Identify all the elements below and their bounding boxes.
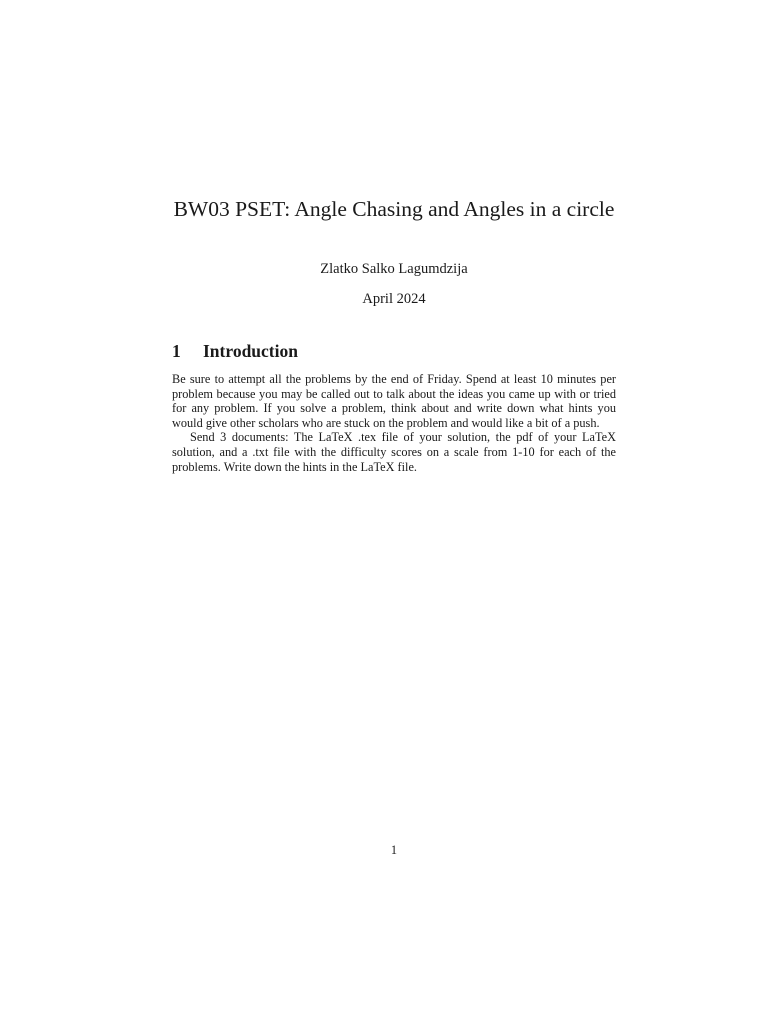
- page-number: 1: [390, 843, 398, 857]
- section-number: 1: [172, 341, 181, 361]
- document-author: Zlatko Salko Lagumdzija: [320, 261, 468, 277]
- document-title: BW03 PSET: Angle Chasing and Angles in a circle: [173, 197, 615, 221]
- section-title: Introduction: [203, 341, 298, 361]
- document-date: April 2024: [362, 291, 426, 307]
- paragraph-submission: Send 3 documents: The LaTeX .tex file of your solution, the pdf of your LaTeX solution, and a .txt file with the difficulty scores on a scale from 1-10 for each of the problems. Write down the hints in the LaTeX file.: [172, 430, 616, 474]
- section-body: [172, 372, 616, 474]
- paragraph-instructions: Be sure to attempt all the problems by the end of Friday. Spend at least 10 minutes per problem because you may be called out to talk about the ideas you came up with or tried for any problem. If you solve a problem, think about and write down what hints you would give other scholars who are stuck on the problem and would like a bit of a push.: [172, 372, 616, 430]
- section-heading-introduction: [172, 339, 298, 363]
